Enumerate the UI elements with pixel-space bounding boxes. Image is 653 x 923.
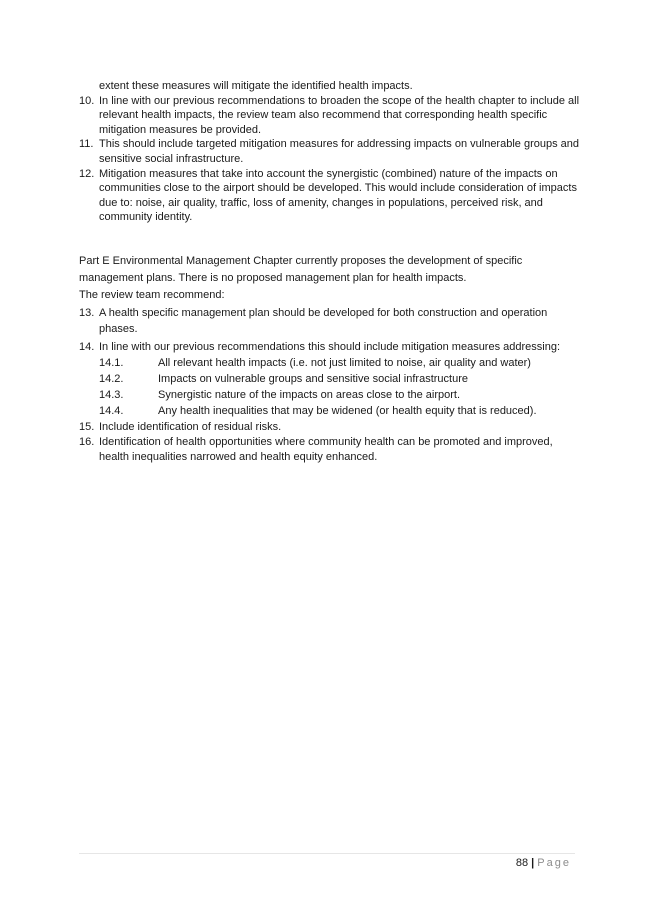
sub-list-item-text: Impacts on vulnerable groups and sensitive social infrastructure (158, 373, 468, 385)
list-item-text: Mitigation measures that take into account the synergistic (combined) nature of the impacts on communities close to the airport should be developed. This would include consideration of impacts due to: noise, air quality, traffic, loss of amenity, changes in populations, perceived risk, and community identity. (99, 167, 577, 224)
list-item-text: In line with our previous recommendations this should include mitigation measures addressing: (99, 341, 561, 353)
list-item-text: A health specific management plan should be developed for both construction and operation phases. (99, 307, 548, 335)
recommend-intro: The review team recommend: (79, 289, 225, 301)
sub-list-item (79, 355, 579, 371)
continuation-text: extent these measures will mitigate the identified health impacts. (99, 80, 413, 92)
list-item (79, 94, 579, 138)
list-item-text: In line with our previous recommendations to broaden the scope of the health chapter to include all relevant health impacts, the review team also recommend that corresponding health specific mitigation measures be provided. (99, 94, 580, 136)
page-label: Page (537, 857, 571, 869)
management-paragraph (79, 253, 579, 304)
list-item-number: 10. (79, 94, 95, 107)
list-item-continuation (79, 79, 579, 94)
list-item-number: 11. (79, 138, 94, 151)
list-item-number: 12. (79, 167, 95, 180)
list-item-text: This should include targeted mitigation measures for addressing impacts on vulnerable groups and sensitive social infrastructure. (99, 138, 579, 165)
sub-list-item (79, 403, 579, 419)
sub-list-item-number: 14.2. (99, 373, 124, 385)
recommendations-list-bottom (79, 305, 579, 464)
sub-list-item-text: All relevant health impacts (i.e. not just limited to noise, air quality and water) (158, 357, 531, 369)
list-item (79, 419, 579, 435)
list-item-number: 16. (79, 436, 95, 448)
sub-list-item-number: 14.4. (99, 405, 124, 417)
recommendations-list-top (79, 79, 579, 225)
list-item-number: 14. (79, 341, 95, 353)
list-item (79, 167, 579, 225)
list-item (79, 137, 579, 166)
paragraph-text: Part E Environmental Management Chapter currently proposes the development of specific management plans. There is no proposed management plan for health impacts. (79, 255, 523, 284)
list-item (79, 435, 579, 464)
footer-divider (79, 853, 575, 854)
list-item-number: 13. (79, 307, 95, 319)
list-item (79, 305, 579, 337)
sub-list-item-number: 14.1. (99, 357, 124, 369)
sub-list-item (79, 371, 579, 387)
list-item-number: 15. (79, 421, 95, 433)
footer-separator: | (531, 857, 535, 869)
sub-list-item-text: Any health inequalities that may be widened (or health equity that is reduced). (158, 405, 537, 417)
page-number: 88 (515, 857, 529, 869)
page-footer (516, 857, 571, 869)
sub-list-item-number: 14.3. (99, 389, 124, 401)
list-item-text: Identification of health opportunities where community health can be promoted and improved, health inequalities narrowed and health equity enhanced. (99, 436, 553, 463)
list-item-text: Include identification of residual risks. (99, 421, 282, 433)
sub-list-item (79, 387, 579, 403)
list-item (79, 339, 579, 355)
sub-list-item-text: Synergistic nature of the impacts on areas close to the airport. (158, 389, 461, 401)
